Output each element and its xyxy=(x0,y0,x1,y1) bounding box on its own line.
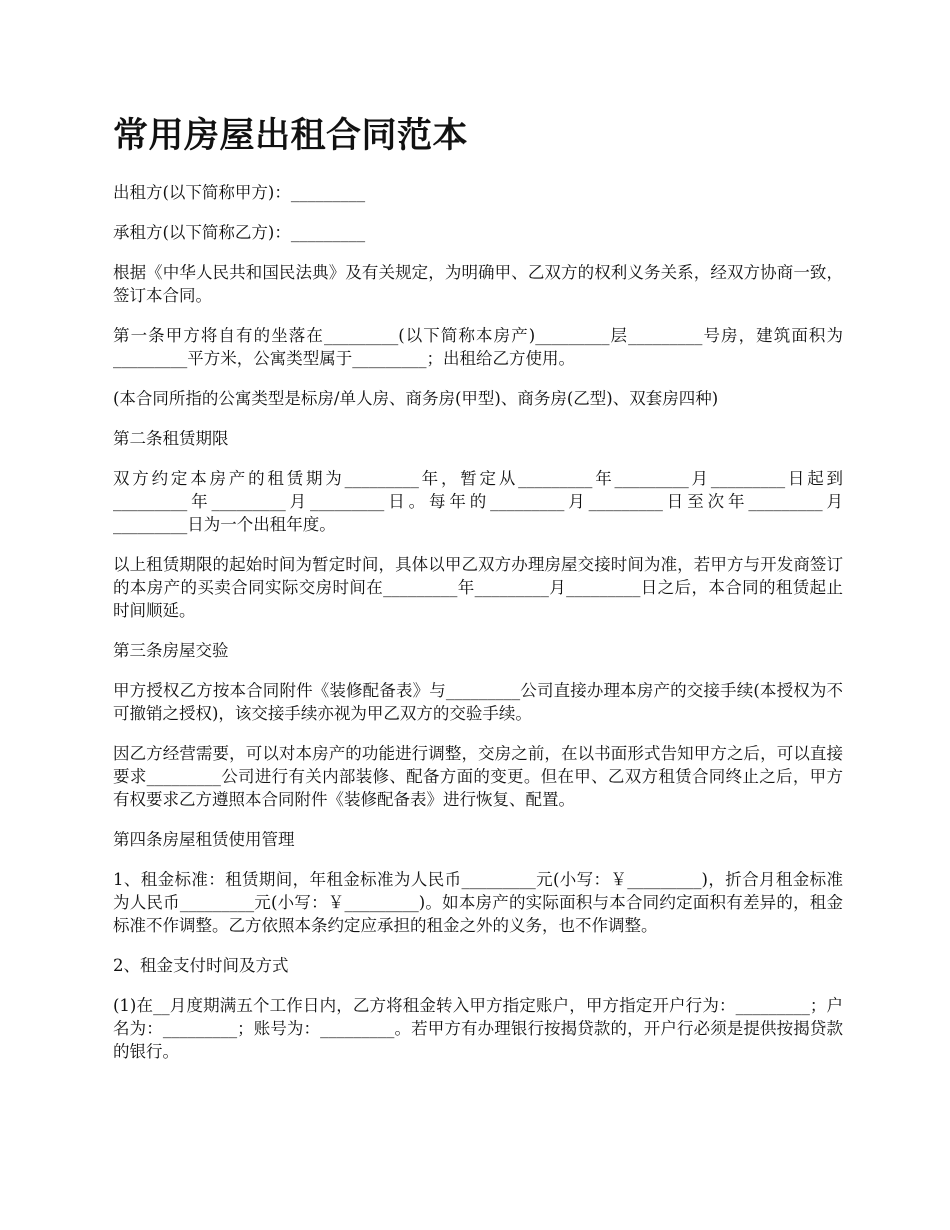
heading-rent-payment: 2、租金支付时间及方式 xyxy=(113,956,289,975)
heading-article-4: 第四条房屋租赁使用管理 xyxy=(113,830,295,849)
paragraph-apartment-types-note: (本合同所指的公寓类型是标房/单人房、商务房(甲型)、商务房(乙型)、双套房四种) xyxy=(113,389,719,408)
paragraph-function-adjustment: 因乙方经营需要，可以对本房产的功能进行调整，交房之前，在以书面形式告知甲方之后，可以直接要求_________公司进行有关内部装修、配备方面的变更。但在甲、乙双方租赁合同终止之后，甲方有权要求乙方遵照本合同附件《装修配备表》进行恢复、配置。 xyxy=(113,744,843,809)
paragraph-rent-payment-method: (1)在__月度期满五个工作日内，乙方将租金转入甲方指定账户，甲方指定开户行为：_________；户名为：_________；账号为：_________。若甲方有办理银行按揭贷款的，开户行必须是提供按揭贷款的银行。 xyxy=(113,996,843,1061)
document-body xyxy=(113,181,843,1080)
paragraph-lease-term: 双方约定本房产的租赁期为_________年，暂定从_________年_________月_________日起到_________年_________月_________日。每年的_________月_________日至次年_________月_________日为一个出租年度。 xyxy=(113,469,843,534)
paragraph-lessee: 承租方(以下简称乙方)：_________ xyxy=(113,223,366,242)
heading-article-2: 第二条租赁期限 xyxy=(113,429,229,448)
paragraph-lessor: 出租方(以下简称甲方)：_________ xyxy=(113,183,366,202)
paragraph-preamble: 根据《中华人民共和国民法典》及有关规定，为明确甲、乙双方的权利义务关系，经双方协商一致，签订本合同。 xyxy=(113,263,843,305)
paragraph-handover-authorization: 甲方授权乙方按本合同附件《装修配备表》与_________公司直接办理本房产的交接手续(本授权为不可撤销之授权)，该交接手续亦视为甲乙双方的交验手续。 xyxy=(113,681,843,723)
heading-article-3: 第三条房屋交验 xyxy=(113,641,229,660)
paragraph-lease-term-note: 以上租赁期限的起始时间为暂定时间，具体以甲乙双方办理房屋交接时间为准，若甲方与开发商签订的本房产的买卖合同实际交房时间在_________年_________月_________日之后，本合同的租赁起止时间顺延。 xyxy=(113,555,843,620)
paragraph-article-1: 第一条甲方将自有的坐落在_________(以下简称本房产)_________层_________号房，建筑面积为_________平方米，公寓类型属于_________；出租给乙方使用。 xyxy=(113,326,843,368)
paragraph-rent-standard: 1、租金标准：租赁期间，年租金标准为人民币_________元(小写：￥_________)，折合月租金标准为人民币_________元(小写：￥_________)。如本房产的实际面积与本合同约定面积有差异的，租金标准不作调整。乙方依照本条约定应承担的租金之外的义务，也不作调整。 xyxy=(113,870,843,935)
document-title: 常用房屋出租合同范本 xyxy=(113,115,469,156)
